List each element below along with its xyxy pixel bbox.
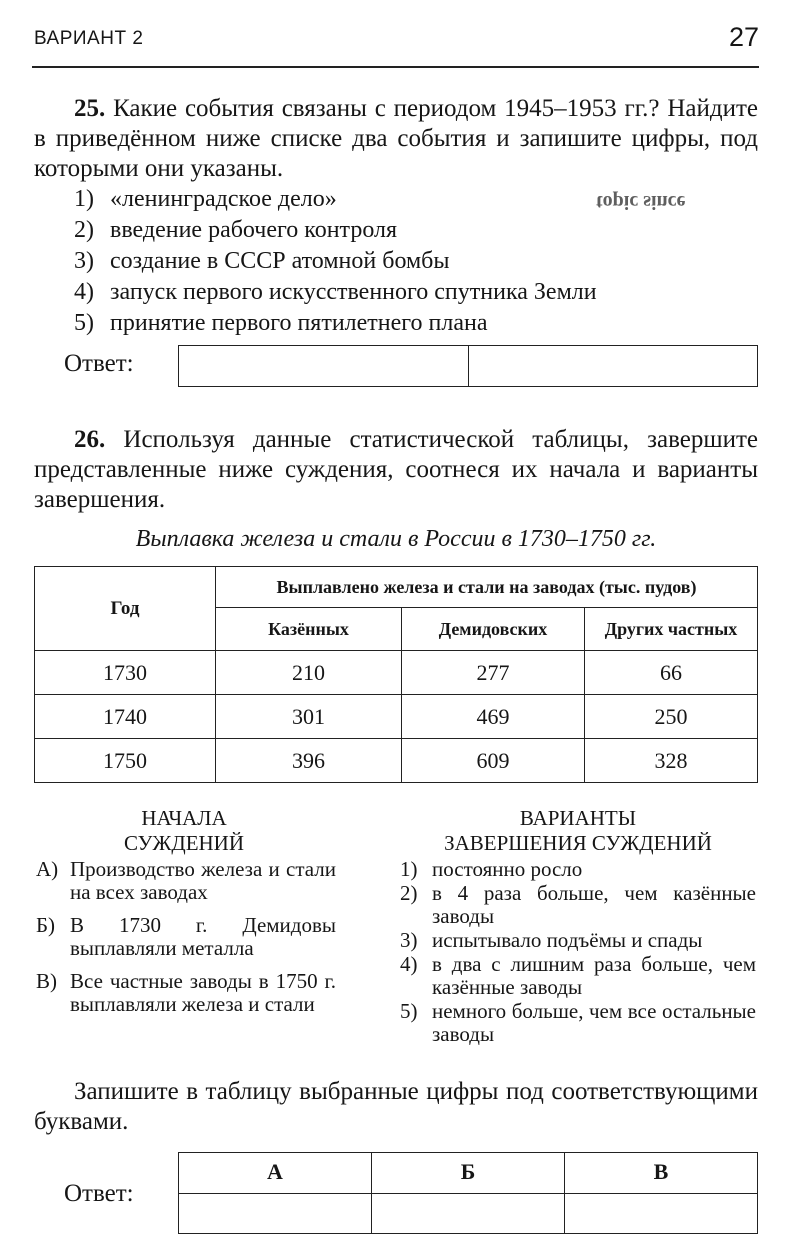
subheader-state: Казённых	[216, 608, 402, 651]
answer-cell-2[interactable]	[469, 346, 757, 386]
instruction-text: Запишите в таблицу выбранные цифры под соответствующими буквами.	[34, 1078, 758, 1135]
option-item: 4) запуск первого искусственного спутника Земли	[74, 279, 597, 305]
beginnings-list	[36, 858, 336, 1026]
question-26-text	[34, 425, 758, 515]
year-header: Год	[35, 567, 216, 651]
answer-cell-1[interactable]	[179, 346, 469, 386]
subheader-other-private: Других частных	[585, 608, 758, 651]
table-row: 1740 301 469 250	[35, 695, 758, 739]
list-item: 4) в два с лишним раза больше, чем казённые заводы	[400, 952, 756, 999]
answer-col-a: А	[179, 1153, 372, 1193]
option-item: 5) принятие первого пятилетнего плана	[74, 310, 488, 336]
beginnings-header: НАЧАЛА СУЖДЕНИЙ	[123, 806, 245, 855]
table-row: 1730 210 277 66	[35, 651, 758, 695]
answer-grid-header-row	[179, 1153, 757, 1193]
list-item: В) Все частные заводы в 1750 г. выплавляли железа и стали	[36, 969, 336, 1016]
question-25-number: 25.	[74, 95, 106, 122]
answer-input-a[interactable]	[179, 1194, 372, 1234]
table-row: 1750 396 609 328	[35, 739, 758, 783]
statistics-table	[34, 566, 758, 783]
list-item: Б) В 1730 г. Демидовы выплавляли металла	[36, 913, 336, 960]
question-25-text	[34, 94, 758, 184]
table-caption: Выплавка железа и стали в России в 1730–1750 гг.	[135, 526, 657, 552]
subheader-demidov: Демидовских	[402, 608, 585, 651]
list-item: 2) в 4 раза больше, чем казённые заводы	[400, 881, 756, 928]
endings-list	[400, 858, 756, 1047]
answer-box-25[interactable]	[178, 345, 758, 387]
answer-input-b[interactable]	[372, 1194, 565, 1234]
question-26-body: Используя данные статистической таблицы, завершите представленные ниже суждения, соотнеся их начала и варианты завершения.	[34, 426, 758, 513]
answer-grid-input-row	[179, 1193, 757, 1234]
option-item: 1) «ленинградское дело»	[74, 186, 337, 212]
question-26-number: 26.	[74, 426, 106, 453]
answer-input-v[interactable]	[565, 1194, 757, 1234]
answer-col-v: В	[653, 1159, 669, 1184]
answer-label-26: Ответ:	[64, 1180, 134, 1207]
question-25-body: Какие события связаны с периодом 1945–1953 гг.? Найдите в приведённом ниже списке два события и запишите цифры, под которыми они указаны.	[34, 95, 758, 182]
option-item: 3) создание в СССР атомной бомбы	[74, 248, 450, 274]
answer-col-b: Б	[372, 1153, 565, 1193]
answer-label-25: Ответ:	[64, 350, 134, 377]
list-item: 1) постоянно росло	[400, 857, 583, 881]
list-item: А) Производство железа и стали на всех заводах	[36, 857, 336, 904]
running-header-variant: ВАРИАНТ 2	[34, 28, 144, 49]
endings-header: ВАРИАНТЫ ЗАВЕРШЕНИЯ СУЖДЕНИЙ	[444, 806, 712, 855]
answer-grid-26	[178, 1152, 758, 1234]
bleed-through-text: topic since	[596, 191, 686, 213]
option-item: 2) введение рабочего контроля	[74, 217, 398, 243]
list-item: 3) испытывало подъёмы и спады	[400, 928, 703, 952]
page-number: 27	[728, 22, 759, 52]
question-25-options	[74, 184, 597, 339]
header-divider	[32, 66, 759, 68]
group-header: Выплавлено железа и стали на заводах (тыс. пудов)	[216, 567, 758, 608]
list-item: 5) немного больше, чем все остальные заводы	[400, 999, 756, 1046]
